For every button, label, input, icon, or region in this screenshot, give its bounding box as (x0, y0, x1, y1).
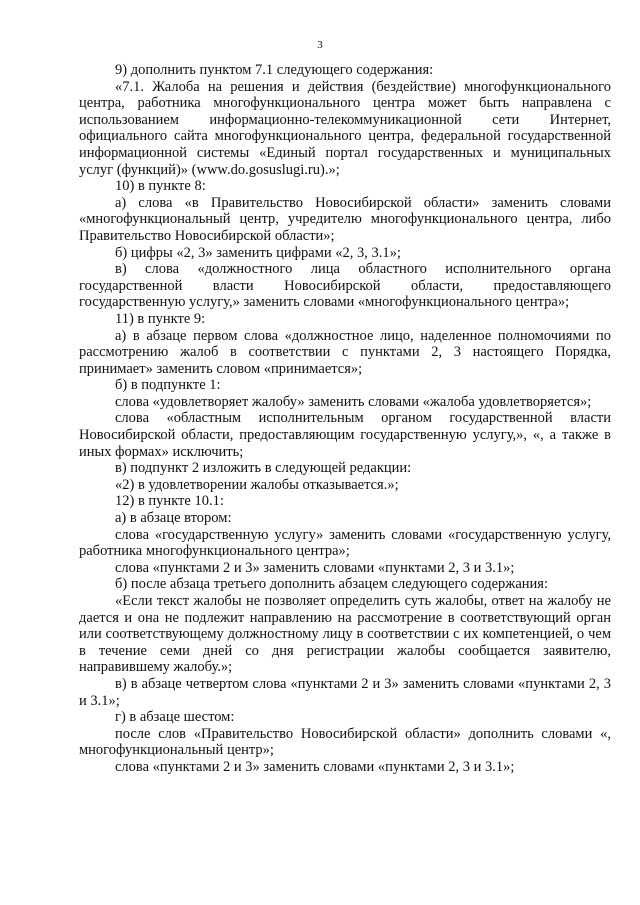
document-body (79, 62, 611, 776)
paragraph-12-c: в) в абзаце четвертом слова «пунктами 2 и 3» заменить словами «пунктами 2, 3 и 3.1»; (79, 675, 611, 709)
paragraph-12-a-words-2: слова «пунктами 2 и 3» заменить словами «пунктами 2, 3 и 3.1»; (115, 559, 515, 576)
paragraph-11-c: в) подпункт 2 изложить в следующей редакции: (115, 460, 412, 477)
paragraph-11-b: б) в подпункте 1: (115, 377, 221, 394)
page-number: 3 (317, 39, 323, 51)
paragraph-12-b-quote: «Если текст жалобы не позволяет определить суть жалобы, ответ на жалобу не дается и она не подлежит направлению на рассмотрение в соответствующий орган или соответствующему должностному лицу в соответствии с их компетенцией, о чем в течение семи дней со дня регистрации жалобы сообщается заявителю, направившему жалобу.»; (79, 593, 611, 676)
paragraph-11-b-words-2: слова «областным исполнительным органом государственной власти Новосибирской области, предоставляющим государственную услугу,», «, а также в иных формах» исключить; (79, 410, 611, 460)
paragraph-item-10: 10) в пункте 8: (115, 178, 206, 195)
paragraph-item-11: 11) в пункте 9: (115, 310, 206, 327)
paragraph-11-a: а) в абзаце первом слова «должностное лицо, наделенное полномочиями по рассмотрению жалоб в соответствии с пунктами 2, 3 настоящего Порядка, принимает» заменить словом «принимается»; (79, 327, 611, 377)
paragraph-10-b: б) цифры «2, 3» заменить цифрами «2, 3, 3.1»; (115, 244, 401, 261)
paragraph-12-a-words-1: слова «государственную услугу» заменить словами «государственную услугу, работника многофункционального центра»; (79, 526, 611, 560)
paragraph-item-12: 12) в пункте 10.1: (115, 493, 224, 510)
paragraph-12-d-words-2: слова «пунктами 2 и 3» заменить словами «пунктами 2, 3 и 3.1»; (115, 758, 515, 775)
paragraph-11-b-words-1: слова «удовлетворяет жалобу» заменить словами «жалоба удовлетворяется»; (115, 393, 592, 410)
paragraph-11-c-quote: «2) в удовлетворении жалобы отказывается.»; (115, 476, 399, 493)
paragraph-10-a: а) слова «в Правительство Новосибирской области» заменить словами «многофункциональный центр, учредителю многофункционального центра, либо Правительство Новосибирской области»; (79, 194, 611, 244)
paragraph-10-c: в) слова «должностного лица областного исполнительного органа государственной власти Новосибирской области, предоставляющего государственную услугу,» заменить словами «многофункционального центра»; (79, 261, 611, 311)
paragraph-12-a: а) в абзаце втором: (115, 510, 232, 527)
paragraph-12-b: б) после абзаца третьего дополнить абзацем следующего содержания: (115, 576, 548, 593)
paragraph-12-d-words-1: после слов «Правительство Новосибирской области» дополнить словами «, многофункциональный центр»; (79, 725, 611, 759)
paragraph-12-d: г) в абзаце шестом: (115, 709, 235, 726)
paragraph-item-9: 9) дополнить пунктом 7.1 следующего содержания: (115, 62, 434, 78)
paragraph-quote-7-1: «7.1. Жалоба на решения и действия (бездействие) многофункционального центра, работника многофункционального центра может быть направлена с использованием информационно-телекоммуникационной сети Интернет, официального сайта многофункционального центра, федеральной государственной информационной системы «Единый портал государственных и муниципальных услуг (функций)» (www.do.gosuslugi.ru).»; (79, 78, 611, 178)
